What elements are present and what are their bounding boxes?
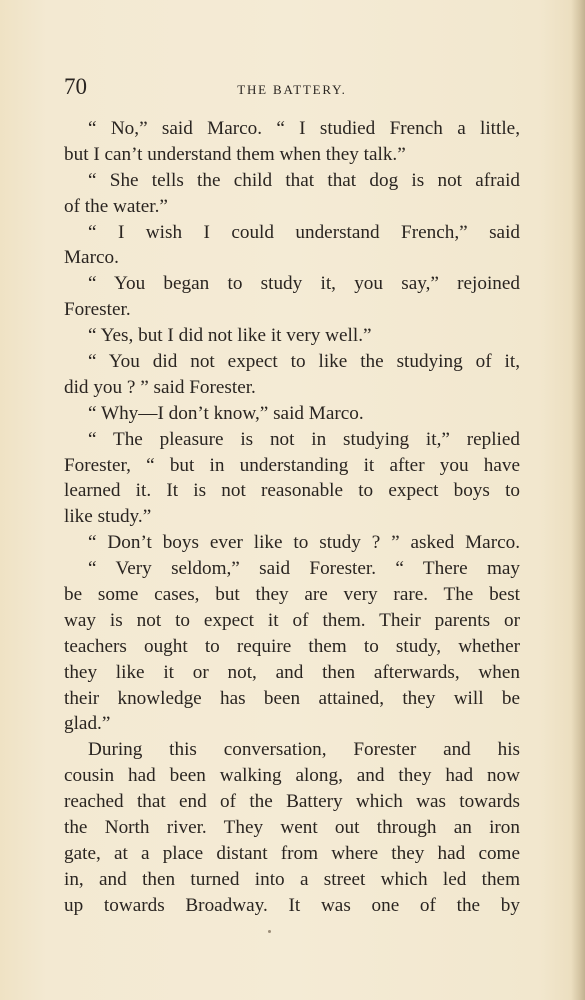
text-line: “ You began to study it, you say,” rejoined [88,273,520,295]
text-line: their knowledge has been attained, they will be [64,687,520,709]
text-line: glad.” [64,713,111,735]
text-line: “ Why—I don’t know,” said Marco. [88,402,364,424]
text-line: “ Yes, but I did not like it very well.” [88,325,372,347]
text-line: of the water.” [64,195,168,217]
paper-speck [268,930,271,933]
text-line: reached that end of the Battery which was towards [64,791,520,813]
text-line: “ She tells the child that that dog is not afraid [88,169,520,191]
text-line: During this conversation, Forester and his [88,739,520,761]
text-line: “ Very seldom,” said Forester. “ There may [88,558,520,580]
body-text [64,116,520,919]
text-line: teachers ought to require them to study, whether [64,635,520,657]
page-edge-shadow [571,0,585,1000]
text-line: cousin had been walking along, and they had now [64,765,520,787]
text-line: be some cases, but they are very rare. The best [64,584,520,606]
text-line: “ Don’t boys ever like to study ? ” asked Marco. [88,532,520,554]
text-line: way is not to expect it of them. Their parents or [64,609,520,631]
text-line: gate, at a place distant from where they had come [64,842,520,864]
text-line: in, and then turned into a street which led them [64,868,520,890]
text-line: “ I wish I could understand French,” said [88,221,520,243]
page-number: 70 [64,74,87,99]
text-line: like study.” [64,506,152,528]
page-header [64,74,520,104]
text-line: Forester. [64,299,131,321]
text-line: but I can’t understand them when they talk.” [64,143,406,165]
text-line: “ The pleasure is not in studying it,” replied [88,428,520,450]
text-line: Marco. [64,247,119,269]
text-line: “ No,” said Marco. “ I studied French a little, [88,118,520,139]
text-line: learned it. It is not reasonable to expect boys to [64,480,520,502]
text-line: the North river. They went out through an iron [64,817,520,839]
running-head: THE BATTERY. [237,82,347,97]
text-line: they like it or not, and then afterwards, when [64,661,520,683]
text-line: Forester, “ but in understanding it after you have [64,454,520,476]
text-line: “ You did not expect to like the studying of it, [88,351,520,373]
text-line: up towards Broadway. It was one of the by [64,894,520,916]
text-line: did you ? ” said Forester. [64,376,256,398]
